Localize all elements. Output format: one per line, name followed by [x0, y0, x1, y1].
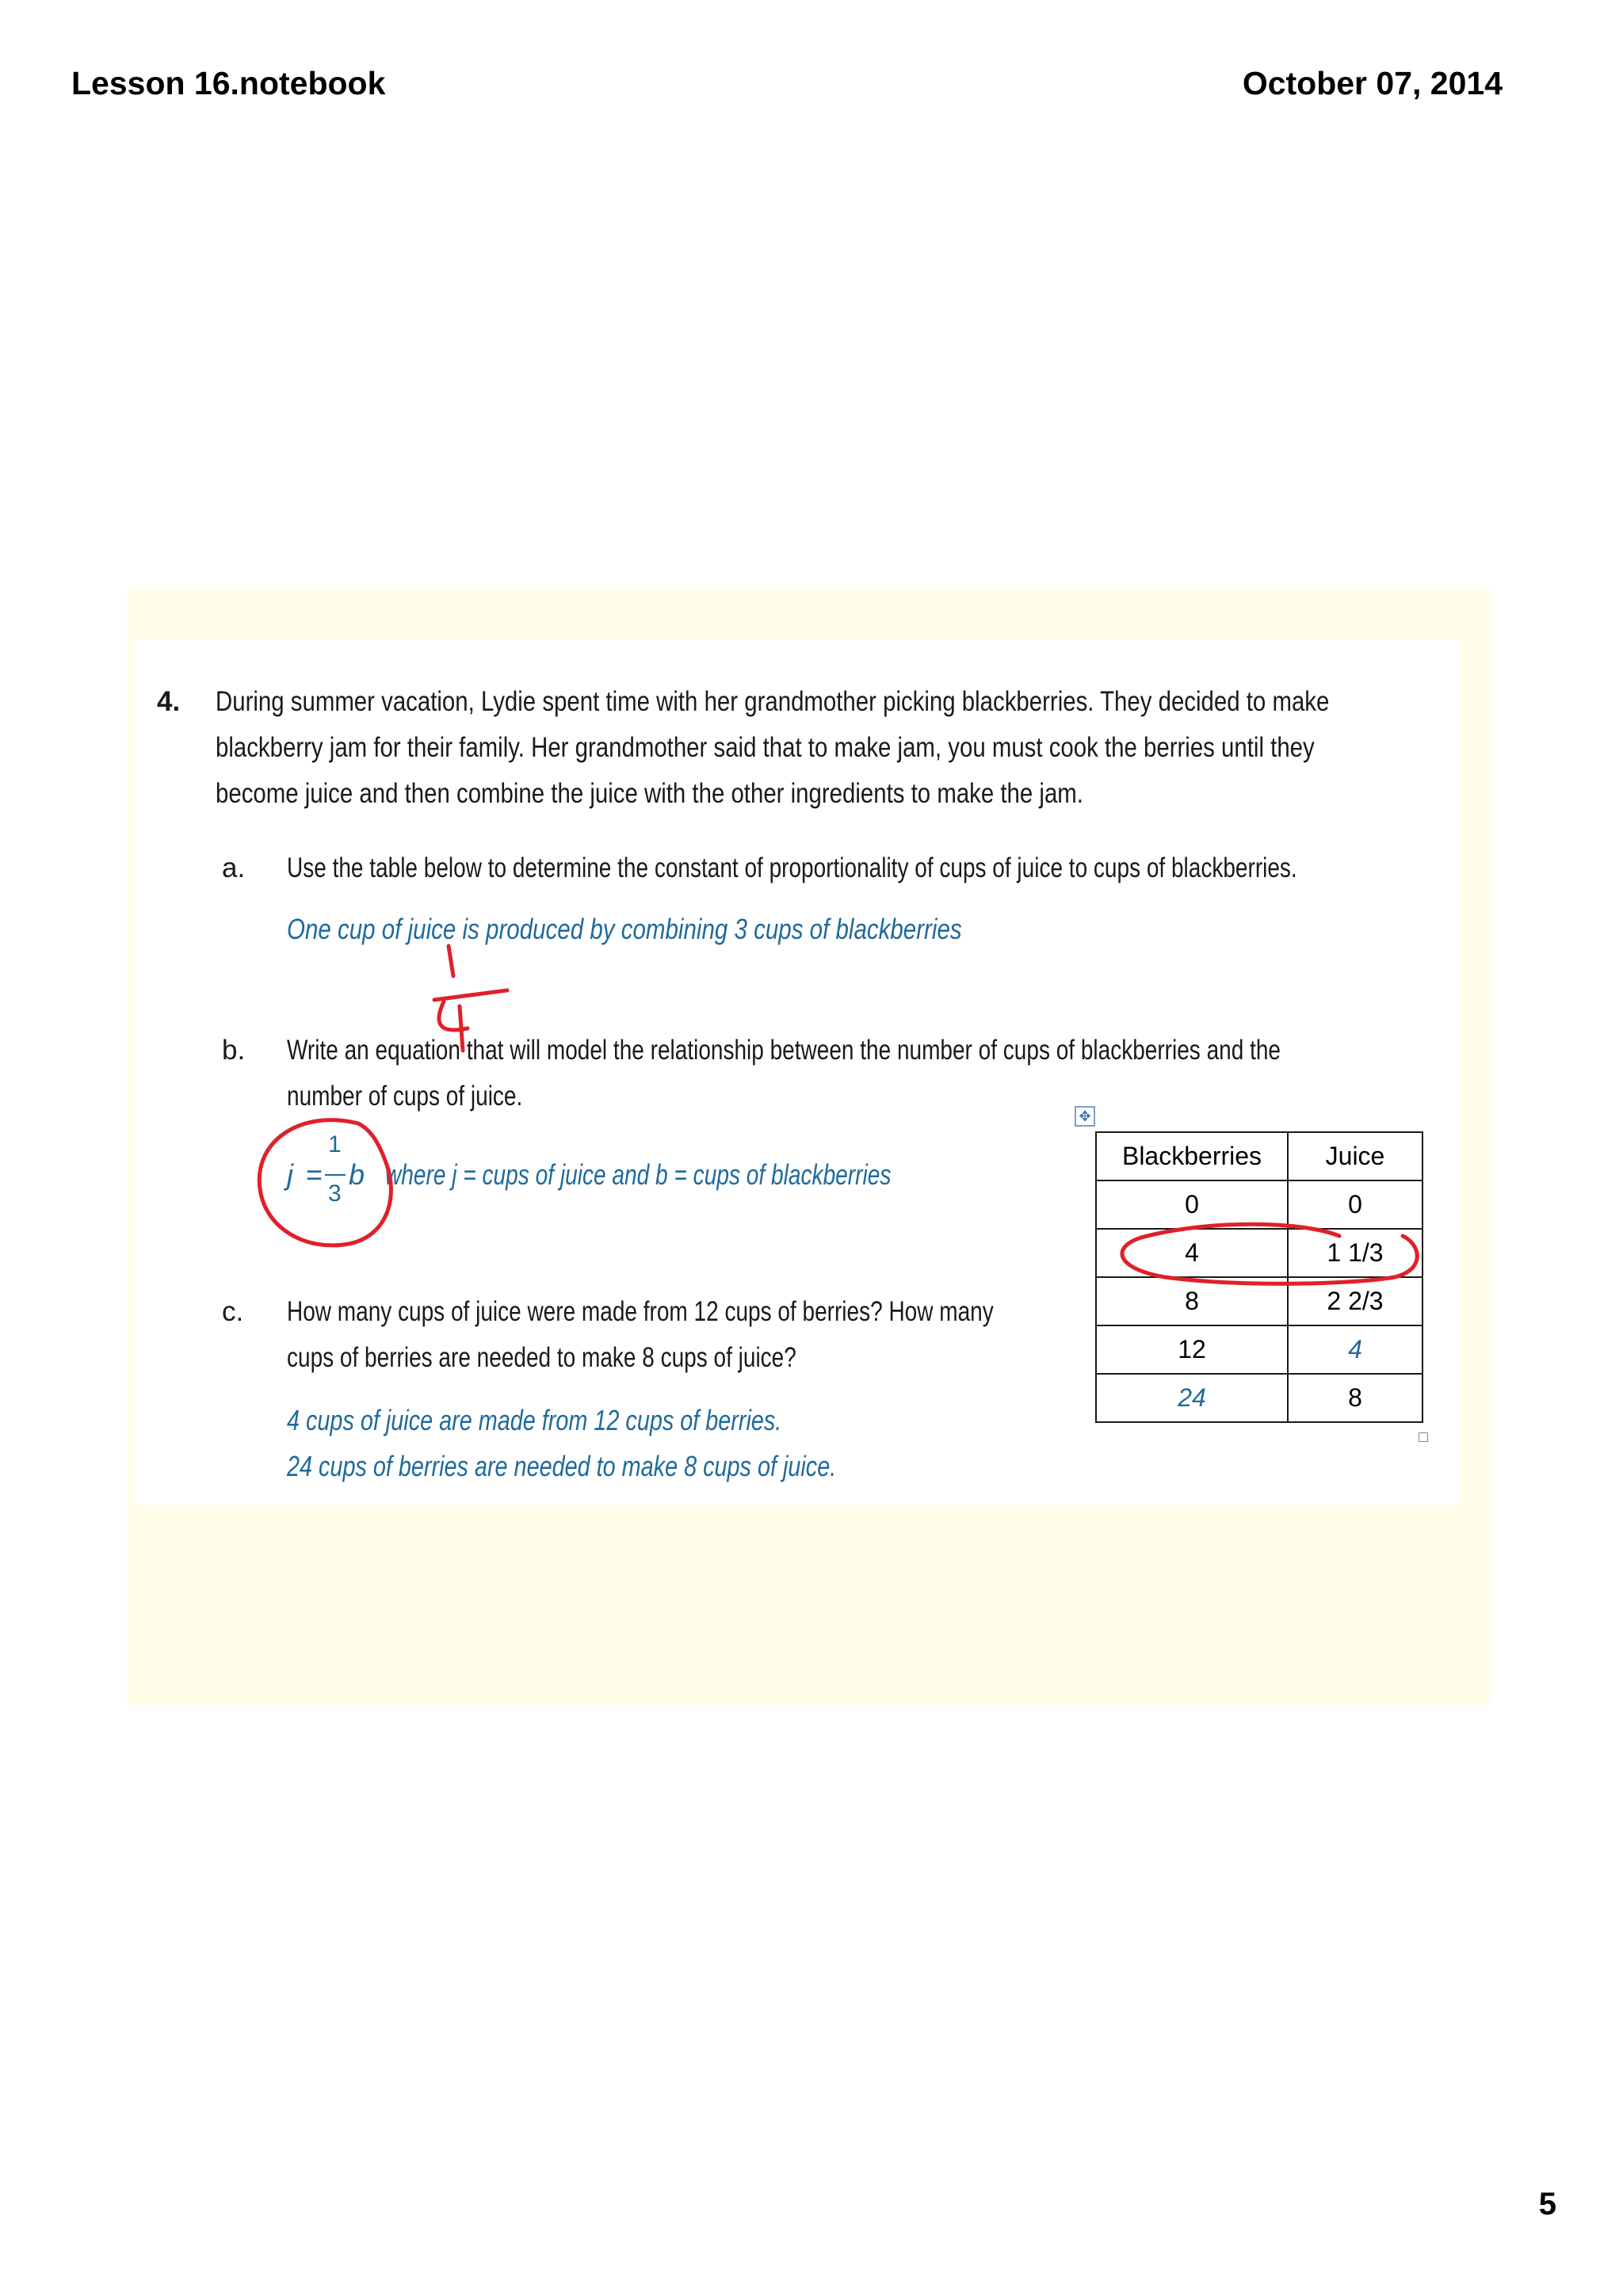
equation-var-j: j [287, 1158, 293, 1191]
part-b-question-line-2: number of cups of juice. [287, 1081, 523, 1112]
intro-line-2: blackberry jam for their family. Her grandmother said that to make jam, you must cook the berries until they [216, 732, 1315, 763]
header-juice: Juice [1288, 1132, 1423, 1180]
equation-note: where j = cups of juice and b = cups of blackberries [385, 1158, 892, 1191]
cell-blackberries: 24 [1096, 1374, 1288, 1422]
intro-line-3: become juice and then combine the juice with the other ingredients to make the jam. [216, 778, 1083, 809]
page-number: 5 [1538, 2187, 1556, 2222]
equation-var-b: b [349, 1158, 365, 1191]
part-c-question-line-2: cups of berries are needed to make 8 cups of juice? [287, 1342, 796, 1373]
notebook-date: October 07, 2014 [1242, 65, 1503, 101]
ink-fraction-one-fourth [434, 946, 507, 1051]
cell-blackberries: 12 [1096, 1325, 1288, 1374]
part-b-label: b. [222, 1035, 246, 1066]
fraction-denominator: 3 [328, 1180, 342, 1207]
part-c-answer-line-1: 4 cups of juice are made from 12 cups of berries. [287, 1404, 782, 1436]
cell-blackberries: 0 [1096, 1180, 1288, 1229]
table-move-handle-icon[interactable]: ✥ [1075, 1106, 1095, 1127]
cell-juice: 2 2/3 [1288, 1277, 1423, 1325]
problem-number: 4. [157, 686, 181, 717]
part-c-answer-line-2: 24 cups of berries are needed to make 8 cups of juice. [287, 1450, 837, 1482]
cell-juice: 8 [1288, 1374, 1423, 1422]
equation-equals: = [306, 1158, 323, 1191]
header-blackberries: Blackberries [1096, 1132, 1288, 1180]
fraction-numerator: 1 [328, 1131, 342, 1158]
cell-juice: 4 [1288, 1325, 1423, 1374]
notebook-title: Lesson 16.notebook [71, 65, 386, 101]
part-c-question-line-1: How many cups of juice were made from 12 cups of berries? How many [287, 1296, 994, 1327]
part-a-question: Use the table below to determine the constant of proportionality of cups of juice to cups of blackberries. [287, 852, 1297, 883]
cell-blackberries: 8 [1096, 1277, 1288, 1325]
intro-line-1: During summer vacation, Lydie spent time with her grandmother picking blackberries. They decided to make [216, 686, 1330, 717]
part-a-answer: One cup of juice is produced by combining 3 cups of blackberries [287, 913, 962, 945]
cell-blackberries: 4 [1096, 1229, 1288, 1277]
part-c-label: c. [222, 1296, 244, 1327]
cell-juice: 0 [1288, 1180, 1423, 1229]
cell-juice: 1 1/3 [1288, 1229, 1423, 1277]
part-a-label: a. [222, 852, 246, 883]
ink-oval-table-row [1122, 1224, 1417, 1283]
ink-circle-equation [259, 1120, 391, 1245]
part-b-question-line-1: Write an equation that will model the relationship between the number of cups of blackberries and the [287, 1035, 1281, 1066]
